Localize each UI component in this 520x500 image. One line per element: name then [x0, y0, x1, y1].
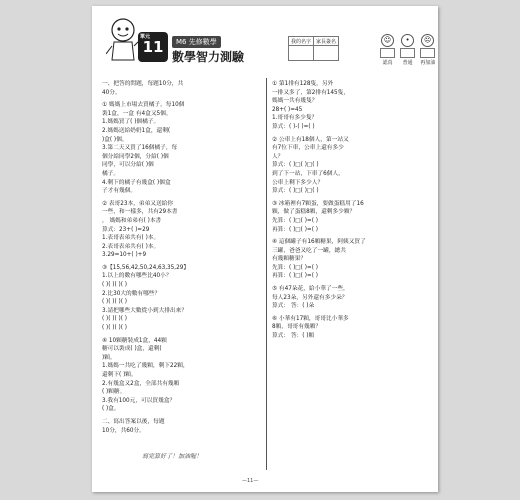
question-line: 3.我有100元，可以買幾盒？: [102, 397, 176, 404]
question-line: 算式：( )□( )□( ): [272, 162, 319, 169]
self-evaluation: [380, 34, 435, 66]
question-line: 3.請把哪些大數從小到大排出來？: [102, 307, 188, 314]
worksheet-page: [92, 6, 438, 492]
question-line: ② 表哥23本，弟弟又送給你: [102, 200, 174, 207]
parent-signature-field[interactable]: [314, 46, 339, 61]
parent-signature-label: 家長簽名: [314, 37, 339, 46]
question-line: 公車上剩下多少人？: [272, 179, 324, 186]
question-line: 2.有幾盒又2盒，全部共有幾顆: [102, 380, 180, 387]
question-line: 1.表哥表弟共有( )本。: [102, 235, 160, 242]
question-line: 算式：23+( )=29: [102, 226, 150, 233]
question-line: 二、寫出答案以後，每題: [102, 418, 165, 425]
name-label: 我的名字: [289, 37, 314, 46]
left-column: [102, 80, 262, 435]
question-line: ( )( )( )( ): [102, 299, 127, 306]
unit-badge: [138, 32, 168, 62]
question-line: ④ 10顆糖裝成1盒，44顆: [102, 337, 167, 344]
frown-face-icon: ☹: [421, 34, 434, 47]
question-line: 再算：( )□( )=( ): [272, 273, 318, 280]
encouragement-note: 寫完算好了！加油喔！: [142, 453, 203, 460]
unit-label: 單元: [140, 34, 151, 40]
question-line: 三罐，爸爸又吃了一罐，總共: [272, 247, 346, 254]
question-line: ⑥ 小華有17顆，哥哥比小華多: [272, 315, 349, 322]
question-line: 子才有幾個。: [102, 188, 137, 195]
mascot-icon: [106, 16, 140, 66]
page-title: 數學智力測驗: [172, 50, 245, 64]
question-line: ( )( )( )( ): [102, 325, 127, 332]
smile-face-icon: ☺: [381, 34, 394, 47]
question-line: ( )( )( )( ): [102, 316, 127, 323]
question-line: 一些，和一樣多，共有29本書: [102, 209, 178, 216]
question-line: ( )盒。: [102, 406, 120, 413]
question-line: 2.比30大的數有哪些？: [102, 290, 161, 297]
question-line: 再算：( )□( )=( ): [272, 226, 318, 233]
name-field[interactable]: [289, 46, 314, 61]
question-line: 糖可以裝成( )盒，還剩(: [102, 346, 162, 353]
question-line: ③ 冰箱裡有7顆蛋，要做蛋糕用了16: [272, 200, 364, 207]
question-line: ② 公車上有18個人，第一站又: [272, 136, 349, 143]
question-line: 每人23朵，另外還有多少朵？: [272, 294, 348, 301]
question-line: 8顆，哥哥有幾顆？: [272, 324, 322, 331]
question-line: 28+( )=45: [272, 106, 303, 113]
question-line: 3.第二天又買了16個橘子，每: [102, 145, 178, 152]
question-line: 先算：( )□( )=( ): [272, 264, 318, 271]
neutral-face-icon: •: [401, 34, 414, 47]
column-divider: [266, 78, 267, 470]
question-line: 1.媽媽一共吃了幾顆，剩下22顆，: [102, 363, 189, 370]
page-number: —11—: [242, 478, 259, 484]
question-line: 裝1盒，一盒 有4盒又5個。: [102, 110, 172, 117]
student-info-table: [288, 36, 339, 61]
question-line: 4.剩下的橘子有幾盒( )個盒: [102, 179, 171, 186]
question-line: 有幾顆糖果？: [272, 256, 307, 263]
rating-option-neutral[interactable]: • 普通: [400, 34, 415, 66]
question-line: 算式： 答：( )朵: [272, 303, 315, 310]
question-line: 橘子。: [102, 170, 120, 177]
question-line: 有7位下車，公車上還有多少: [272, 145, 344, 152]
question-line: ( )( )( )( ): [102, 282, 127, 289]
question-line: 先算：( )□( )=( ): [272, 217, 318, 224]
series-tag: M6 先修數學: [172, 36, 221, 48]
unit-number: 11: [142, 38, 164, 56]
question-line: )盒( )個。: [102, 136, 128, 143]
question-line: 人？: [272, 153, 284, 160]
right-column: [272, 80, 432, 341]
question-line: 媽媽一共有幾隻？: [272, 98, 318, 105]
question-line: 一、把答的問題，每題10分，共: [102, 81, 184, 87]
worksheet-header: [92, 6, 438, 70]
question-line: 1.媽媽買了( )個橘子。: [102, 119, 160, 126]
rating-option-smile[interactable]: ☺ 認真: [380, 34, 395, 66]
question-line: 10分，共60分。: [102, 427, 145, 434]
question-line: 同學，可以分給( )個: [102, 162, 154, 169]
question-line: ⑤ 有47朵花，給小華了一些，: [272, 286, 349, 293]
question-line: 1.以上的數有哪些比40小？: [102, 273, 172, 280]
question-line: 3.29=10+( )+9: [102, 252, 147, 259]
question-line: 2.媽媽送給奶奶1盒，還剩(: [102, 127, 171, 134]
question-line: ① 第1排有128隻，另外: [272, 81, 334, 87]
question-line: 一排又多了，第2排有145隻，: [272, 89, 350, 96]
question-line: 2.表哥表弟共有( )本。: [102, 243, 160, 250]
question-line: 個分給同學2個，分給( )個: [102, 153, 169, 160]
question-line: 顆，做了蛋糕8顆，還剩多少顆？: [272, 209, 356, 216]
question-line: 到了下一站，下車了6個人，: [272, 170, 344, 177]
question-line: ④ 這個罐子有16顆糖果，阿姨又買了: [272, 239, 366, 246]
question-line: 1.哥哥有多少隻？: [272, 115, 318, 122]
rating-option-frown[interactable]: ☹ 再加油: [420, 36, 436, 66]
question-line: 算式：( )□( )□( ): [272, 188, 319, 195]
question-line: ① 媽媽上市場去買橘子，每10個: [102, 102, 185, 109]
question-line: 還剩下( )顆。: [102, 372, 137, 378]
question-line: ， 媽媽和弟弟有( )本書: [102, 217, 162, 224]
question-line: )顆。: [102, 354, 116, 361]
question-line: 算式： 答：( )顆: [272, 333, 315, 340]
question-line: ( )顆糖。: [102, 389, 126, 396]
question-line: ③【15,56,42,50,24,63,35,29】: [102, 264, 190, 271]
question-line: 算式：( )-( )=( ): [272, 123, 315, 130]
question-line: 40分。: [102, 89, 121, 96]
